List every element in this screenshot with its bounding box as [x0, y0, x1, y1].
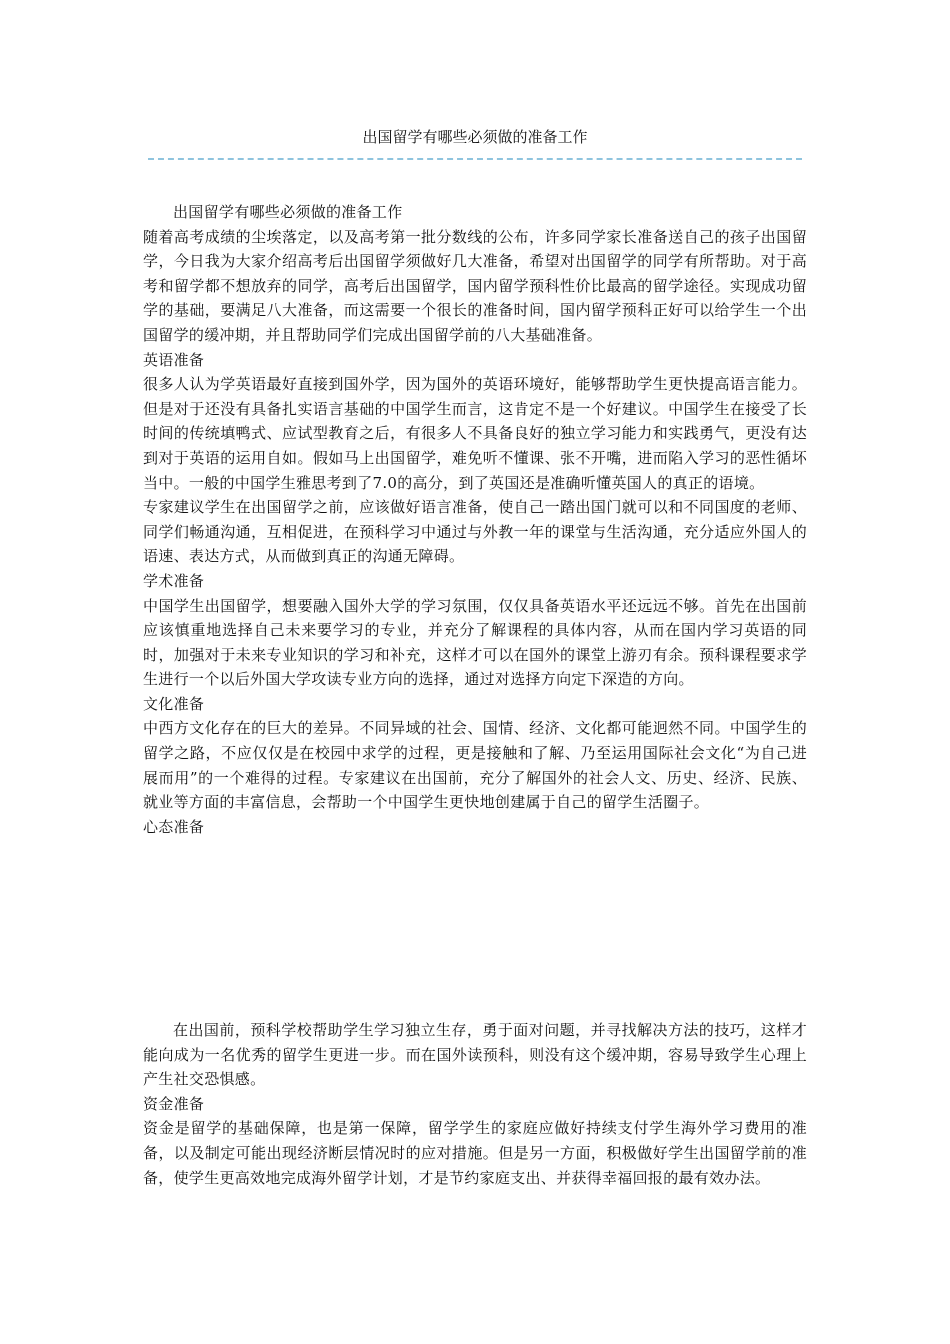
- section-paragraph: 中国学生出国留学，想要融入国外大学的学习氛围，仅仅具备英语水平还远远不够。首先在出国前应该慎重地选择自己未来要学习的专业，并充分了解课程的具体内容，从而在国内学习英语的同时，加强对于未来专业知识的学习和补充，这样才可以在国外的课堂上游刃有余。预科课程要求学生进行一个以后外国大学攻读专业方向的选择，通过对选择方向定下深造的方向。: [143, 596, 807, 689]
- section-paragraph: 很多人认为学英语最好直接到国外学，因为国外的英语环境好，能够帮助学生更快提高语言能力。但是对于还没有具备扎实语言基础的中国学生而言，这肯定不是一个好建议。中国学生在接受了长时间的传统填鸭式、应试型教育之后，有很多人不具备良好的独立学习能力和实践勇气，更没有达到对于英语的运用自如。假如马上出国留学，难免听不懂课、张不开嘴，进而陷入学习的恶性循坏当中。一般的中国学生雅思考到了7.0的高分，到了英国还是准确听懂英国人的真正的语境。: [143, 375, 807, 492]
- section-heading-english: 英语准备: [143, 350, 205, 369]
- title-divider: [148, 158, 802, 160]
- section-heading-mindset: 心态准备: [143, 817, 205, 836]
- document-body-part-2: [143, 1018, 807, 1190]
- intro-title: 出国留学有哪些必须做的准备工作: [173, 203, 403, 221]
- section-paragraph: 在出国前，预科学校帮助学生学习独立生存，勇于面对问题，并寻找解决方法的技巧，这样才能向成为一名优秀的留学生更进一步。而在国外读预科，则没有这个缓冲期，容易导致学生心理上产生社交恐惧感。: [143, 1021, 807, 1089]
- intro-paragraph: 随着高考成绩的尘埃落定，以及高考第一批分数线的公布，许多同学家长准备送自己的孩子出国留学，今日我为大家介绍高考后出国留学须做好几大准备，希望对出国留学的同学有所帮助。对于高考和留学都不想放弃的同学，高考后出国留学，国内留学预科性价比最高的留学途径。实现成功留学的基础，要满足八大准备，而这需要一个很长的准备时间，国内留学预科正好可以给学生一个出国留学的缓冲期，并且帮助同学们完成出国留学前的八大基础准备。: [143, 227, 807, 344]
- section-heading-academic: 学术准备: [143, 571, 205, 590]
- section-paragraph: 专家建议学生在出国留学之前，应该做好语言准备，使自己一踏出国门就可以和不同国度的老师、同学们畅通沟通，互相促进，在预科学习中通过与外教一年的课堂与生活沟通，充分适应外国人的语速、表达方式，从而做到真正的沟通无障碍。: [143, 498, 807, 566]
- section-heading-funding: 资金准备: [143, 1094, 205, 1113]
- section-paragraph: 中西方文化存在的巨大的差异。不同异域的社会、国情、经济、文化都可能迥然不同。中国学生的留学之路，不应仅仅是在校园中求学的过程，更是接触和了解、乃至运用国际社会文化“为自己进展而用”的一个难得的过程。专家建议在出国前，充分了解国外的社会人文、历史、经济、民族、就业等方面的丰富信息，会帮助一个中国学生更快地创建属于自己的留学生活圈子。: [143, 719, 807, 812]
- document-title: 出国留学有哪些必须做的准备工作: [362, 128, 588, 146]
- section-heading-culture: 文化准备: [143, 694, 205, 713]
- section-paragraph: 资金是留学的基础保障，也是第一保障，留学学生的家庭应做好持续支付学生海外学习费用的准备，以及制定可能出现经济断层情况时的应对措施。但是另一方面，积极做好学生出国留学前的准备，使学生更高效地完成海外留学计划，才是节约家庭支出、并获得幸福回报的最有效办法。: [143, 1119, 807, 1187]
- document-body-part-1: [143, 200, 807, 839]
